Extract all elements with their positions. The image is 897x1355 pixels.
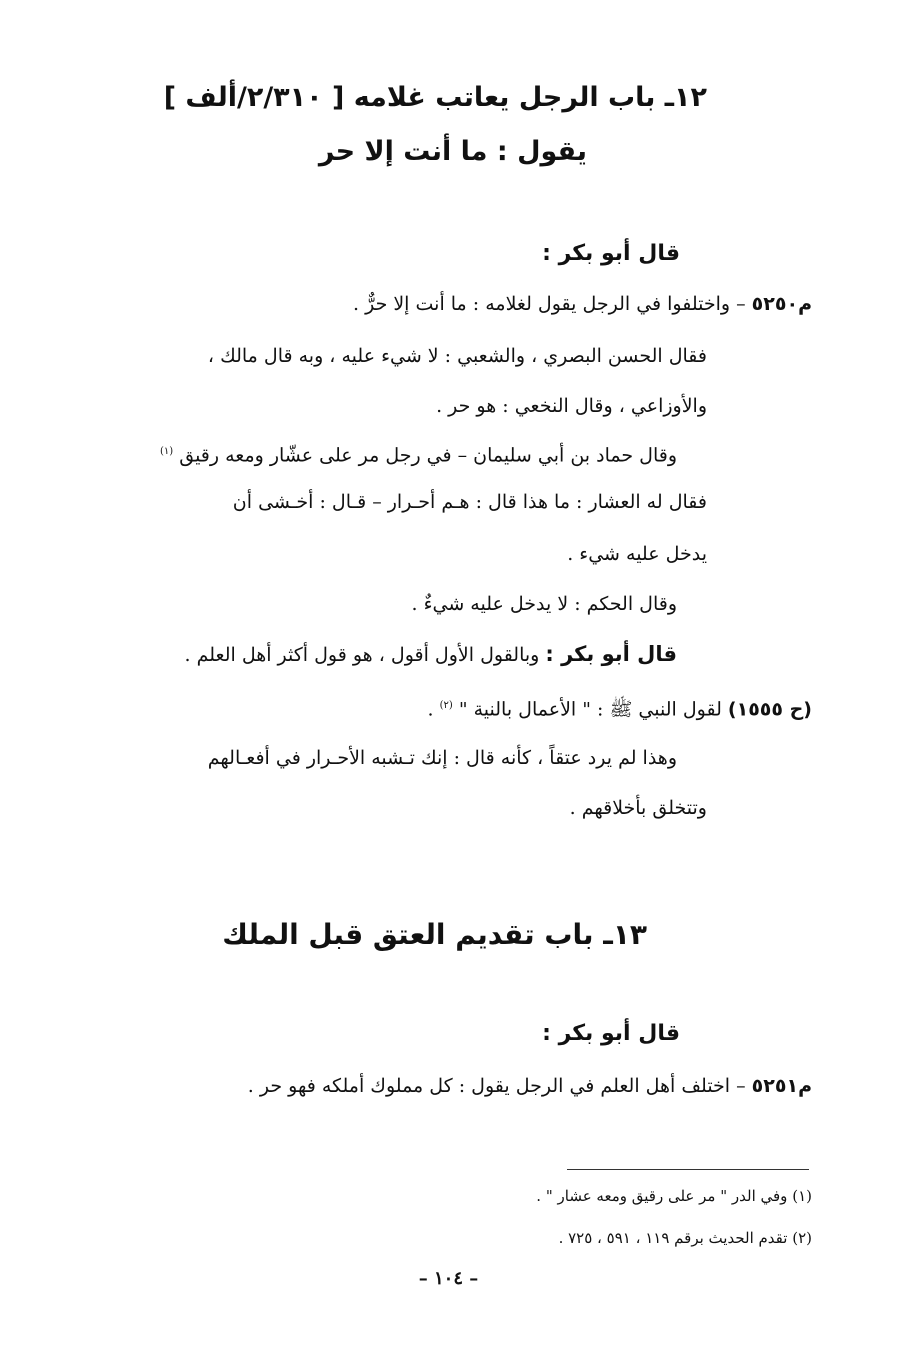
footnote-1-text: وفي الدر " مر على رقيق ومعه عشار " . (536, 1187, 788, 1205)
footnote-mark-1: (١) (159, 446, 174, 457)
paragraph-2-line-2: فقال له العشار : ما هذا قال : هـم أحـرار – قـال : أخـشى أن (232, 491, 707, 513)
hadith-ref: (ح ١٥٥٥) (727, 698, 812, 721)
footnote-1-mark: (١) (792, 1187, 812, 1205)
footnote-2-text: تقدم الحديث برقم ١١٩ ، ٥٩١ ، ٧٢٥ . (558, 1229, 788, 1247)
paragraph-4-line-2: وتتخلق بأخلاقهم . (569, 797, 707, 819)
entry-5250-number: م٥٢٥٠ (751, 293, 812, 315)
entry-5250 (353, 290, 812, 318)
paragraph-2-line-3: يدخل عليه شيء . (567, 543, 707, 565)
page-number: – ١٠٤ – (418, 1268, 479, 1289)
hadith-line: (ح ١٥٥٥) لقول النبي ﷺ : " الأعمال بالنية " $^{(٢)}$ . (427, 698, 812, 721)
conclusion-label: قال أبو بكر : (545, 642, 677, 666)
paragraph-2-line-1 (160, 438, 677, 469)
footnote-2-mark: (٢) (792, 1229, 812, 1247)
chapter-12-title-line-2: يقول : ما أنت إلا حر (318, 136, 587, 167)
paragraph-3: وقال الحكم : لا يدخل عليه شيءٌ . (411, 593, 677, 615)
chapter-13-title: ١٣ـ باب تقديم العتق قبل الملك (222, 918, 647, 951)
entry-5251 (248, 1072, 812, 1100)
section-13-intro: قال أبو بكر : (542, 1021, 680, 1046)
section-12-intro: قال أبو بكر : (542, 241, 680, 266)
entry-5251-number: م٥٢٥١ (751, 1075, 812, 1097)
paragraph-1-line-2: والأوزاعي ، وقال النخعي : هو حر . (436, 395, 707, 417)
paragraph-2-line-1-text: وقال حماد بن أبي سليمان – في رجل مر على عشّار ومعه رقيق (179, 444, 677, 467)
footnote-mark-2: (٢) (439, 700, 453, 711)
conclusion (185, 640, 677, 669)
conclusion-text: وبالقول الأول أقول ، هو قول أكثر أهل العلم . (184, 644, 540, 666)
footnote-1 (536, 1187, 812, 1205)
entry-5251-text: – اختلف أهل العلم في الرجل يقول : كل مملوك أملكه فهو حر . (247, 1075, 746, 1097)
footnote-2 (559, 1229, 812, 1247)
paragraph-1-line-1: فقال الحسن البصري ، والشعبي : لا شيء عليه ، وبه قال مالك ، (207, 345, 707, 367)
footnote-divider (567, 1169, 809, 1170)
paragraph-4-line-1: وهذا لم يرد عتقاً ، كأنه قال : إنك تـشبه الأحـرار في أفعـالهم (207, 747, 677, 769)
entry-5250-text: – واختلفوا في الرجل يقول لغلامه : ما أنت إلا حرٌّ . (353, 293, 746, 315)
chapter-12-title-line-1: ١٢ـ باب الرجل يعاتب غلامه [ ٢/٣١٠/ألف ] (163, 82, 707, 113)
hadith-text: لقول النبي ﷺ : " الأعمال بالنية " (458, 698, 722, 721)
